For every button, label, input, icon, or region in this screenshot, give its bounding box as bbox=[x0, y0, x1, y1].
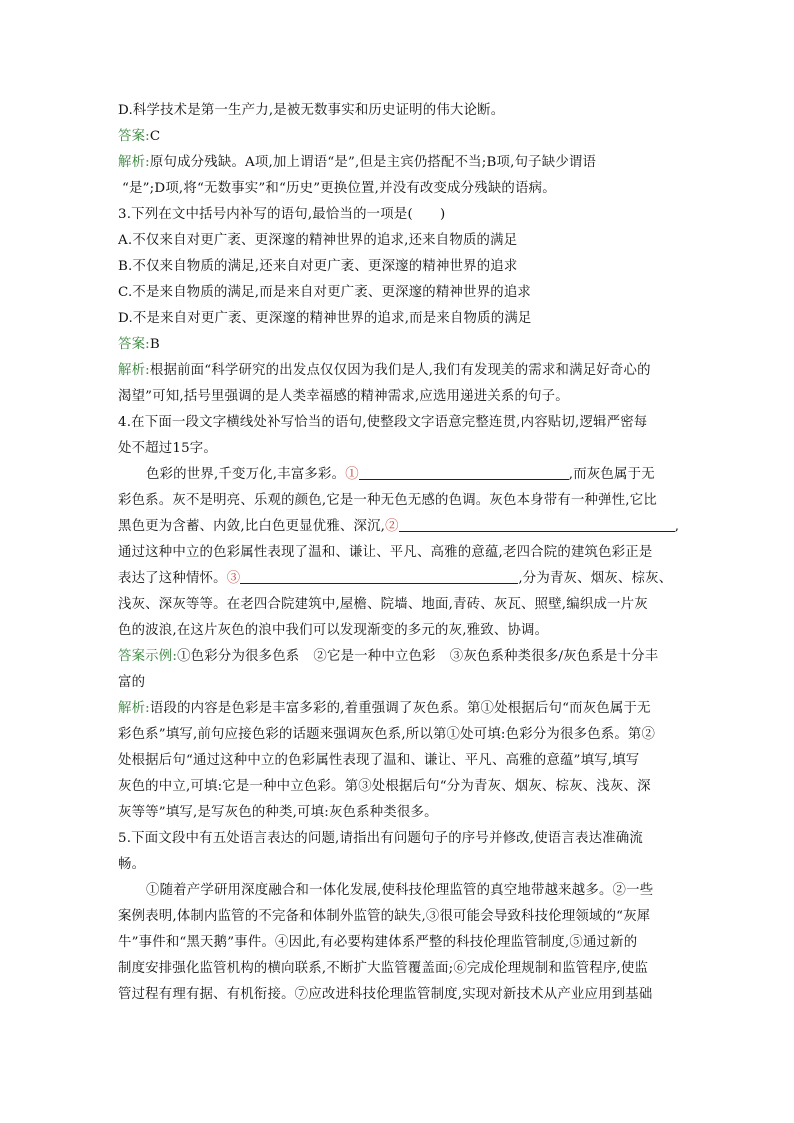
q4-explanation-line: 彩色系”填写,前句应接色彩的话题来强调灰色系,所以第①处可填:色彩分为很多色系。第② bbox=[118, 727, 656, 742]
q4-stem-line: 处不超过15字。 bbox=[118, 441, 217, 456]
q4-passage-line bbox=[118, 462, 678, 488]
answer-item: ①色彩分为很多色系 bbox=[177, 649, 300, 664]
q4-stem-line: 4.在下面一段文字横线处补写恰当的语句,使整段文字语意完整连贯,内容贴切,逻辑严密每 bbox=[118, 415, 648, 430]
q5-passage-line: 案例表明,体制内监管的不完备和体制外监管的缺失,③很可能会导致科技伦理领域的“灰犀 bbox=[118, 909, 651, 924]
passage-text: 表达了这种情怀。 bbox=[118, 571, 227, 586]
answer-value: B bbox=[149, 337, 160, 352]
q4-passage-line: 色的波浪,在这片灰色的浪中我们可以发现渐变的多元的灰,雅致、协调。 bbox=[118, 623, 549, 638]
answer-item: ②它是一种中立色彩 bbox=[313, 649, 436, 664]
document-page bbox=[118, 98, 678, 1008]
q4-answer-continued: 富的 bbox=[118, 675, 146, 690]
q3-option-c: C.不是来自物质的满足,而是来自对更广袤、更深邃的精神世界的追求 bbox=[118, 285, 532, 300]
q3-answer bbox=[118, 332, 678, 358]
q3-explanation-line bbox=[118, 358, 678, 384]
answer-value: C bbox=[149, 129, 161, 144]
q5-stem-line: 5.下面文段中有五处语言表达的问题,请指出有问题句子的序号并修改,使语言表达准确流 bbox=[118, 831, 643, 846]
q4-explanation-line: 灰等等”填写,是写灰色的种类,可填:灰色系种类很多。 bbox=[118, 805, 438, 820]
q4-explanation-line: 处根据后句“通过这种中立的色彩属性表现了温和、谦让、平凡、高雅的意蕴”填写,填写 bbox=[118, 753, 640, 768]
blank-marker-2: ② bbox=[385, 519, 399, 534]
q4-explanation-line: 灰色的中立,可填:它是一种中立色彩。第③处根据后句“分为青灰、烟灰、棕灰、浅灰、深 bbox=[118, 779, 651, 794]
q4-passage-line: 彩色系。灰不是明亮、乐观的颜色,它是一种无色无感的色调。灰色本身带有一种弹性,它比 bbox=[118, 493, 657, 508]
explanation-text: 根据前面“科学研究的出发点仅仅因为我们是人,我们有发现美的需求和满足好奇心的 bbox=[149, 363, 651, 378]
q4-passage-line bbox=[118, 566, 678, 592]
fill-blank-1[interactable] bbox=[359, 463, 569, 480]
q2-explanation-line bbox=[118, 150, 678, 176]
explanation-text: 语段的内容是色彩是丰富多彩的,着重强调了灰色系。第①处根据后句“而灰色属于无 bbox=[149, 701, 651, 716]
q5-passage-line: 牛”事件和“黑天鹅”事件。④因此,有必要构建体系严整的科技伦理监管制度,⑤通过新的 bbox=[118, 935, 638, 950]
fill-blank-2[interactable] bbox=[399, 515, 675, 532]
explanation-label: 解析: bbox=[118, 155, 150, 170]
q4-passage-line: 浅灰、深灰等等。在老四合院建筑中,屋檐、院墙、地面,青砖、灰瓦、照壁,编织成一片灰 bbox=[118, 597, 648, 612]
explanation-text: 原句成分残缺。A项,加上谓语“是”,但是主宾仍搭配不当;B项,句子缺少谓语 bbox=[149, 155, 597, 170]
passage-text: , bbox=[674, 519, 680, 534]
q2-answer bbox=[118, 124, 678, 150]
q4-passage-line bbox=[118, 514, 678, 540]
passage-text: ,分为青灰、烟灰、棕灰、 bbox=[518, 571, 673, 586]
blank-marker-3: ③ bbox=[226, 571, 241, 586]
blank-marker-1: ① bbox=[345, 467, 359, 482]
fill-blank-3[interactable] bbox=[240, 567, 518, 584]
q4-explanation-line bbox=[118, 696, 678, 722]
answer-label: 答案: bbox=[118, 129, 150, 144]
q2-explanation-line: “是”;D项,将“无数事实”和“历史”更换位置,并没有改变成分残缺的语病。 bbox=[122, 181, 556, 196]
q3-option-d: D.不是来自对更广袤、更深邃的精神世界的追求,而是来自物质的满足 bbox=[118, 311, 532, 326]
q3-option-b: B.不仅来自物质的满足,还来自对更广袤、更深邃的精神世界的追求 bbox=[118, 259, 518, 274]
explanation-label: 解析: bbox=[118, 363, 150, 378]
q2-option-d: D.科学技术是第一生产力,是被无数事实和历史证明的伟大论断。 bbox=[118, 103, 505, 118]
q5-passage-line: ①随着产学研用深度融合和一体化发展,使科技伦理监管的真空地带越来越多。②一些 bbox=[146, 883, 654, 898]
answer-item: ③灰色系种类很多/灰色系是十分丰 bbox=[449, 649, 659, 664]
q5-stem-line: 畅。 bbox=[118, 857, 146, 872]
q5-passage-line: 管过程有理有据、有机衔接。⑦应改进科技伦理监管制度,实现对新技术从产业应用到基础 bbox=[118, 987, 653, 1002]
answer-label: 答案: bbox=[118, 337, 150, 352]
q5-passage-line: 制度安排强化监管机构的横向联系,不断扩大监管覆盖面;⑥完成伦理规制和监管程序,使监 bbox=[118, 961, 649, 976]
answer-label: 答案示例: bbox=[118, 649, 178, 664]
q4-answer bbox=[118, 644, 678, 670]
passage-text: 黑色更为含蓄、内敛,比白色更显优雅、深沉, bbox=[118, 519, 386, 534]
passage-text: ,而灰色属于无 bbox=[568, 467, 655, 482]
passage-text: 色彩的世界,千变万化,丰富多彩。 bbox=[146, 467, 346, 482]
q3-explanation-line: 渴望”可知,括号里强调的是人类幸福感的精神需求,应选用递进关系的句子。 bbox=[118, 389, 569, 404]
q3-option-a: A.不仅来自对更广袤、更深邃的精神世界的追求,还来自物质的满足 bbox=[118, 233, 518, 248]
q3-stem: 3.下列在文中括号内补写的语句,最恰当的一项是( ) bbox=[118, 207, 446, 222]
explanation-label: 解析: bbox=[118, 701, 150, 716]
q4-passage-line: 通过这种中立的色彩属性表现了温和、谦让、平凡、高雅的意蕴,老四合院的建筑色彩正是 bbox=[118, 545, 653, 560]
